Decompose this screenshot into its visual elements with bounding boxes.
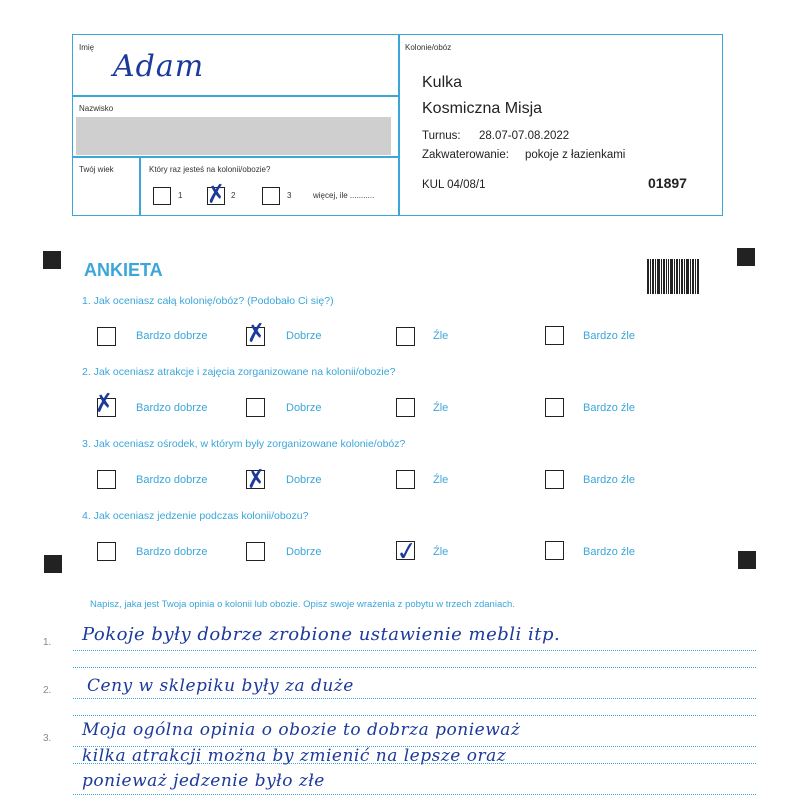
- camp-code: KUL 04/08/1: [422, 179, 486, 191]
- answer-line-4[interactable]: kilka atrakcji można by zmienić na lepsze oraz: [82, 746, 507, 766]
- registration-mark-bottom-right: [738, 551, 756, 569]
- header-form: [72, 34, 723, 216]
- answer-line-2[interactable]: Ceny w sklepiku były za duże: [87, 676, 354, 696]
- q4-option-2-label: Dobrze: [286, 546, 322, 558]
- line-number-1: 1.: [43, 637, 52, 648]
- age-label: Twój wiek: [79, 165, 114, 174]
- registration-mark-top-left: [43, 251, 61, 269]
- first-name-value[interactable]: Adam: [113, 49, 205, 84]
- question-2-text: 2. Jak oceniasz atrakcje i zajęcia zorganizowane na kolonii/obozie?: [82, 366, 396, 378]
- check-mark-icon: ✗: [244, 463, 268, 495]
- q4-option-4-label: Bardzo źle: [583, 546, 635, 558]
- line-number-2: 2.: [43, 685, 52, 696]
- q4-option-1-label: Bardzo dobrze: [136, 546, 208, 558]
- q4-option-3-label: Źle: [433, 546, 449, 558]
- question-1-text: 1. Jak oceniasz całą kolonię/obóz? (Podobało Ci się?): [82, 295, 334, 307]
- q1-option-1-checkbox[interactable]: [97, 327, 116, 346]
- times-checkbox-2[interactable]: [204, 178, 228, 210]
- q3-option-2-checkbox[interactable]: [244, 463, 268, 495]
- q1-option-4-label: Bardzo źle: [583, 330, 635, 342]
- answer-line: [73, 698, 756, 699]
- survey-title: ANKIETA: [84, 260, 163, 280]
- q2-option-2-checkbox[interactable]: [246, 398, 265, 417]
- q2-option-1-label: Bardzo dobrze: [136, 402, 208, 414]
- q1-option-4-checkbox[interactable]: [545, 326, 564, 345]
- camp-title: Kosmiczna Misja: [422, 100, 543, 117]
- check-mark-icon: ✓: [394, 535, 420, 569]
- q1-option-3-label: Źle: [433, 330, 449, 342]
- times-question: Który raz jesteś na kolonii/obozie?: [149, 165, 271, 174]
- turnus-value: 28.07-07.08.2022: [479, 130, 570, 142]
- accommodation-label: Zakwaterowanie:: [422, 149, 509, 161]
- check-mark-icon: ✗: [244, 317, 268, 349]
- times-option-more: więcej, ile ...........: [313, 191, 375, 200]
- check-mark-icon: ✗: [92, 387, 116, 419]
- q3-option-3-checkbox[interactable]: [396, 470, 415, 489]
- times-checkbox-3[interactable]: [262, 187, 280, 205]
- q3-option-4-label: Bardzo źle: [583, 474, 635, 486]
- check-mark-icon: ✗: [204, 178, 228, 210]
- q2-option-3-label: Źle: [433, 402, 449, 414]
- q1-option-1-label: Bardzo dobrze: [136, 330, 208, 342]
- answer-line-5[interactable]: ponieważ jedzenie było złe: [82, 771, 325, 791]
- barcode: [647, 259, 703, 294]
- accommodation-value: pokoje z łazienkami: [525, 149, 626, 161]
- answer-line: [73, 715, 756, 716]
- times-option-3: 3: [287, 191, 292, 200]
- q2-option-4-checkbox[interactable]: [545, 398, 564, 417]
- answer-line: [73, 794, 756, 795]
- times-option-2: 2: [231, 191, 236, 200]
- registration-mark-bottom-left: [44, 555, 62, 573]
- last-name-label: Nazwisko: [79, 104, 114, 113]
- registration-mark-top-right: [737, 248, 755, 266]
- answer-line: [73, 667, 756, 668]
- camp-label: Kolonie/obóz: [405, 43, 452, 52]
- question-4-text: 4. Jak oceniasz jedzenie podczas kolonii/obozu?: [82, 510, 309, 522]
- answer-line-1[interactable]: Pokoje były dobrze zrobione ustawienie mebli itp.: [82, 624, 561, 645]
- opinion-prompt: Napisz, jaka jest Twoja opinia o kolonii lub obozie. Opisz swoje wrażenia z pobytu w trzech zdaniach.: [90, 599, 515, 610]
- q3-option-3-label: Źle: [433, 474, 449, 486]
- q3-option-2-label: Dobrze: [286, 474, 322, 486]
- q1-option-2-checkbox[interactable]: [244, 317, 268, 349]
- turnus-label: Turnus:: [422, 130, 461, 142]
- question-3-text: 3. Jak oceniasz ośrodek, w którym były zorganizowane kolonie/obóz?: [82, 438, 406, 450]
- q4-option-4-checkbox[interactable]: [545, 541, 564, 560]
- times-option-1: 1: [178, 191, 183, 200]
- q4-option-2-checkbox[interactable]: [246, 542, 265, 561]
- q3-option-4-checkbox[interactable]: [545, 470, 564, 489]
- times-checkbox-1[interactable]: [153, 187, 171, 205]
- last-name-redacted[interactable]: [76, 117, 391, 155]
- answer-line: [73, 650, 756, 651]
- q4-option-3-checkbox[interactable]: [394, 535, 420, 569]
- q2-option-1-checkbox[interactable]: [92, 387, 116, 419]
- q2-option-3-checkbox[interactable]: [396, 398, 415, 417]
- q3-option-1-checkbox[interactable]: [97, 470, 116, 489]
- q1-option-3-checkbox[interactable]: [396, 327, 415, 346]
- answer-line-3[interactable]: Moja ogólna opinia o obozie to dobrza ponieważ: [82, 720, 521, 740]
- form-number: 01897: [648, 175, 687, 191]
- q2-option-4-label: Bardzo źle: [583, 402, 635, 414]
- q3-option-1-label: Bardzo dobrze: [136, 474, 208, 486]
- q2-option-2-label: Dobrze: [286, 402, 322, 414]
- line-number-3: 3.: [43, 733, 52, 744]
- camp-name: Kulka: [422, 74, 463, 91]
- q4-option-1-checkbox[interactable]: [97, 542, 116, 561]
- first-name-label: Imię: [79, 43, 95, 52]
- q1-option-2-label: Dobrze: [286, 330, 322, 342]
